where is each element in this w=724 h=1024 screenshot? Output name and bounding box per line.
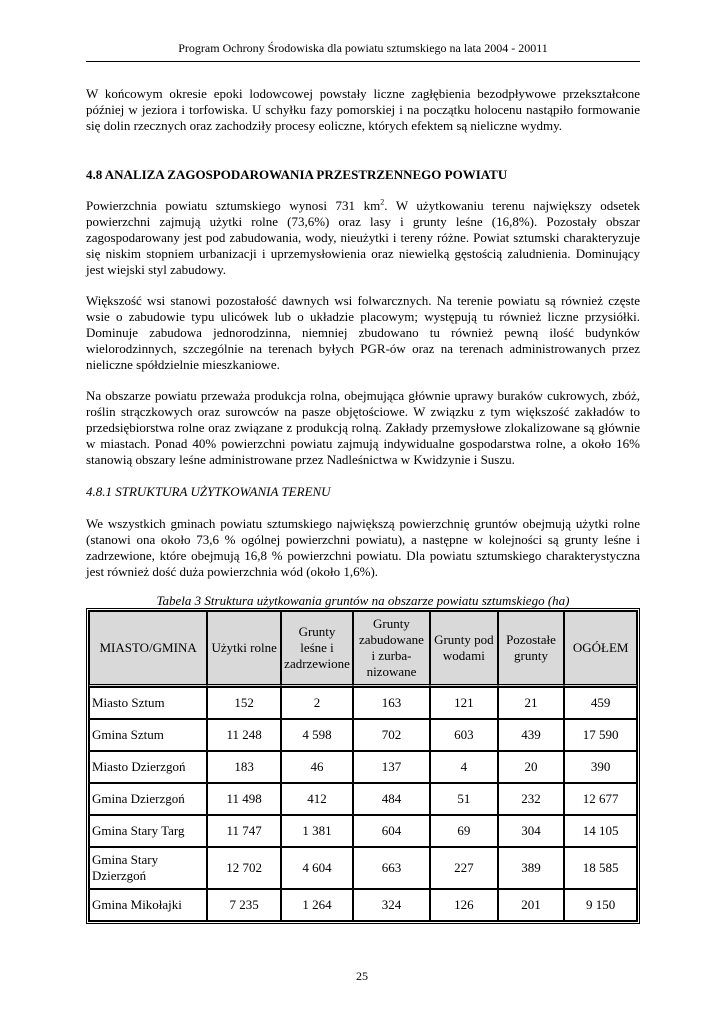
table-caption: Tabela 3 Struktura użytkowania gruntów na obszarze powiatu sztumskiego (ha)	[156, 593, 570, 608]
cell-total: 459	[564, 687, 637, 719]
cell-municipality: Gmina Mikołajki	[89, 889, 207, 921]
cell-value: 389	[498, 847, 565, 889]
cell-value: 11 498	[207, 783, 281, 815]
cell-value: 201	[498, 889, 565, 921]
cell-value: 51	[430, 783, 498, 815]
land-use-table	[86, 608, 640, 924]
table-row	[89, 751, 637, 783]
header-municipality: MIASTO/GMINA	[89, 611, 207, 687]
page-content	[86, 86, 640, 924]
table-row	[89, 687, 637, 719]
cell-total: 18 585	[564, 847, 637, 889]
cell-total: 14 105	[564, 815, 637, 847]
cell-value: 702	[353, 719, 430, 751]
area-superscript: 2	[380, 197, 385, 207]
table-row	[89, 847, 637, 889]
section-title: 4.8 ANALIZA ZAGOSPODAROWANIA PRZESTRZENNEGO POWIATU	[86, 167, 508, 182]
cell-value: 4	[430, 751, 498, 783]
cell-value: 137	[353, 751, 430, 783]
paragraph-agriculture: Na obszarze powiatu przeważa produkcja rolna, obejmująca głównie uprawy buraków cukrowych, zbóż, roślin strączkowych oraz surowców na pasze objętościowe. W związku z tym większość zakładów to przedsiębiorstwa rolne oraz związane z produkcją rolną. Zakłady przemysłowe zlokalizowane są głównie w miastach. Ponad 40% powierzchni powiatu zajmują indywidualne gospodarstwa rolne, a około 16% stanowią obszary leśne administrowane przez Nadleśnictwa w Kwidzynie i Suszu.	[86, 388, 640, 467]
cell-value: 121	[430, 687, 498, 719]
header-forest: Grunty leśne i zadrzewione	[281, 611, 353, 687]
paragraph-area	[86, 198, 640, 278]
header-other: Pozostałe grunty	[498, 611, 565, 687]
paragraph-land-use: We wszystkich gminach powiatu sztumskiego największą powierzchnię gruntów obejmują użytki rolne (stanowi ona około 73,6 % ogólnej powierzchni powiatu), a następne w kolejności są grunty leśne i zadrzewione, które obejmują 16,8 % powierzchni powiatu. Dla powiatu sztumskiego charakterystyczna jest również dość duża powierzchnia wód (około 1,6%).	[86, 516, 640, 579]
cell-value: 152	[207, 687, 281, 719]
area-text-b: . W użytkowaniu terenu największy odsetek powierzchni zajmują użytki rolne (73,6%) oraz lasy i grunty leśne (16,8%). Pozostały obszar zagospodarowany jest pod zabudowania, wody, nieużytki i tereny różne. Powiat sztumski charakteryzuje się niskim stopniem urbanizacji i uprzemysłowienia oraz niewielką gęstością zaludnienia. Dominujący jest wiejski styl zabudowy.	[86, 198, 641, 277]
cell-value: 163	[353, 687, 430, 719]
cell-municipality: Miasto Dzierzgoń	[89, 751, 207, 783]
cell-value: 1 264	[281, 889, 353, 921]
cell-total: 9 150	[564, 889, 637, 921]
cell-value: 663	[353, 847, 430, 889]
subsection-title: 4.8.1 STRUKTURA UŻYTKOWANIA TERENU	[86, 484, 331, 499]
table-header-row	[89, 611, 637, 687]
cell-value: 439	[498, 719, 565, 751]
cell-value: 304	[498, 815, 565, 847]
header-water: Grunty pod wodami	[430, 611, 498, 687]
table-row	[89, 889, 637, 921]
cell-value: 11 248	[207, 719, 281, 751]
cell-value: 604	[353, 815, 430, 847]
cell-value: 11 747	[207, 815, 281, 847]
cell-municipality: Miasto Sztum	[89, 687, 207, 719]
header-agricultural: Użytki rolne	[207, 611, 281, 687]
cell-value: 4 604	[281, 847, 353, 889]
cell-value: 20	[498, 751, 565, 783]
cell-total: 12 677	[564, 783, 637, 815]
table-row	[89, 815, 637, 847]
area-text-a: Powierzchnia powiatu sztumskiego wynosi 731 km	[86, 198, 381, 213]
table-row	[89, 783, 637, 815]
cell-value: 4 598	[281, 719, 353, 751]
cell-value: 2	[281, 687, 353, 719]
cell-value: 183	[207, 751, 281, 783]
cell-value: 324	[353, 889, 430, 921]
cell-municipality: Gmina Stary Targ	[89, 815, 207, 847]
cell-value: 69	[430, 815, 498, 847]
cell-total: 390	[564, 751, 637, 783]
cell-value: 21	[498, 687, 565, 719]
cell-value: 1 381	[281, 815, 353, 847]
cell-municipality: Gmina Sztum	[89, 719, 207, 751]
table-row	[89, 719, 637, 751]
cell-value: 484	[353, 783, 430, 815]
header-built-up: Grunty zabudowane i zurba-nizowane	[353, 611, 430, 687]
cell-value: 412	[281, 783, 353, 815]
cell-value: 126	[430, 889, 498, 921]
cell-value: 232	[498, 783, 565, 815]
cell-municipality: Gmina Dzierzgoń	[89, 783, 207, 815]
cell-value: 46	[281, 751, 353, 783]
cell-value: 603	[430, 719, 498, 751]
cell-total: 17 590	[564, 719, 637, 751]
paragraph-villages: Większość wsi stanowi pozostałość dawnych wsi folwarcznych. Na terenie powiatu są również częste wsie o zabudowie typu ulicówek lub o układzie placowym; występują tu również liczne przysiółki. Dominuje zabudowa jednorodzinna, niemniej zbudowano tu również pewną ilość budynków wielorodzinnych, szczególnie na terenach byłych PGR-ów oraz na terenach administrowanych przez nieliczne spółdzielnie mieszkaniowe.	[86, 293, 640, 372]
paragraph-intro: W końcowym okresie epoki lodowcowej powstały liczne zagłębienia bezodpływowe przekształcone później w jeziora i torfowiska. U schyłku fazy pomorskiej i na początku holocenu nastąpiło formowanie się dolin rzecznych oraz zachodziły procesy eoliczne, których efektem są nieliczne wydmy.	[86, 86, 640, 133]
cell-value: 7 235	[207, 889, 281, 921]
cell-value: 227	[430, 847, 498, 889]
page-number: 25	[356, 969, 368, 983]
header-total: OGÓŁEM	[564, 611, 637, 687]
cell-municipality: Gmina Stary Dzierzgoń	[89, 847, 207, 889]
page-header: Program Ochrony Środowiska dla powiatu sztumskiego na lata 2004 - 20011	[86, 41, 640, 62]
cell-value: 12 702	[207, 847, 281, 889]
